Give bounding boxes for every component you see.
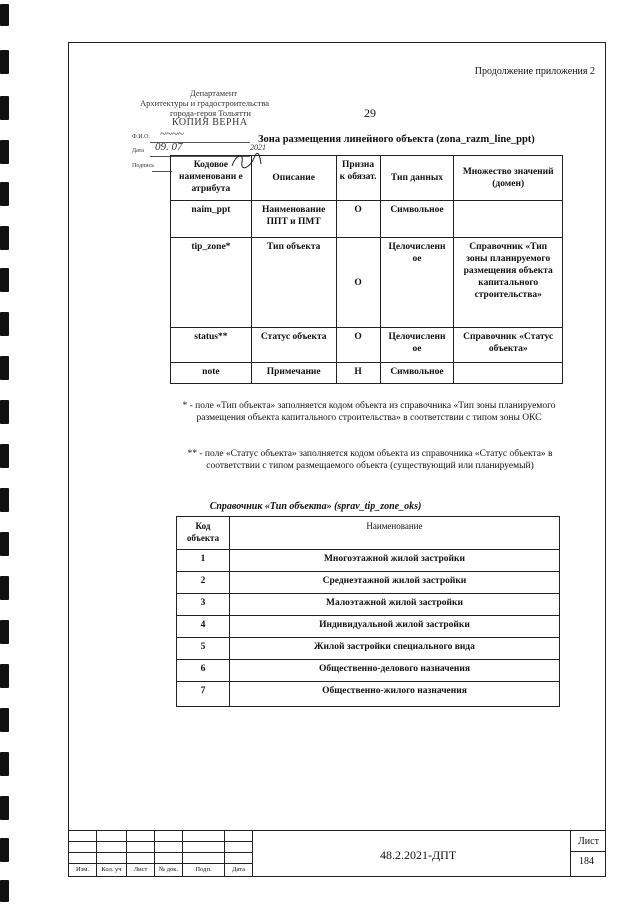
column-header: Кодовое наименовани е атрибута	[171, 156, 252, 201]
footnote-type: * - поле «Тип объекта» заполняется кодом объекта из справочника «Тип зоны планируемого размещения объекта капитального строительства» в соответствии с типом зоны ОКС	[182, 401, 556, 423]
binding-mark	[0, 96, 9, 120]
column-header: Наименование	[229, 517, 559, 550]
footnote-status: ** - поле «Статус объекта» заполняется кодом объекта из справочника «Статус объекта» в соответствии с типом размещаемого объекта (существующий или планируемый)	[187, 449, 553, 471]
document-code: 48.2.2021-ДПТ	[380, 848, 457, 862]
binding-mark	[0, 576, 9, 600]
name-cell: Многоэтажной жилой застройки	[229, 550, 559, 572]
table-row	[177, 550, 560, 572]
name-cell: Общественно-жилого назначения	[229, 682, 559, 707]
date-label: Дата	[132, 148, 144, 154]
table-cell: Тип объекта	[251, 238, 336, 328]
code-cell: 4	[177, 616, 230, 638]
binding-mark	[0, 664, 9, 688]
code-cell: 3	[177, 594, 230, 616]
name-cell: Индивидуальной жилой застройки	[229, 616, 559, 638]
table-row	[177, 638, 560, 660]
fio-label: Ф.И.О.	[132, 134, 150, 140]
table-row	[171, 201, 563, 238]
table-cell: Символьное	[380, 363, 454, 384]
table-cell: Справочник «Тип зоны планируемого размещения объекта капитального строительства»	[454, 238, 563, 328]
table-cell: Целочисленн ое	[380, 328, 454, 363]
binding-mark	[0, 752, 9, 776]
table-cell: Наименование ППТ и ПМТ	[251, 201, 336, 238]
binding-mark	[0, 140, 9, 164]
code-cell: 6	[177, 660, 230, 682]
reference-table	[176, 516, 560, 707]
binding-mark	[0, 268, 9, 292]
code-cell: 5	[177, 638, 230, 660]
code-cell: 1	[177, 550, 230, 572]
stamp-line: Архитектуры и градостроительства	[140, 98, 270, 108]
binding-mark	[0, 400, 9, 424]
table-header-row	[171, 156, 563, 201]
section-title: Зона размещения линейного объекта (zona_razm_line_ppt)	[258, 134, 535, 145]
column-header: Призна к обязат.	[336, 156, 380, 201]
table-cell: О	[336, 201, 380, 238]
tb-label: Дата	[225, 864, 253, 877]
date-value: 09. 07	[155, 141, 183, 153]
binding-mark	[0, 620, 9, 644]
name-cell: Общественно-делового назначения	[229, 660, 559, 682]
continuation-label: Продолжение приложения 2	[474, 66, 595, 77]
table-row	[177, 594, 560, 616]
table-row	[177, 682, 560, 707]
reference-title: Справочник «Тип объекта» (sprav_tip_zone_oks)	[209, 501, 422, 512]
table-row	[177, 616, 560, 638]
binding-mark	[0, 708, 9, 732]
tb-label: Лист	[127, 864, 155, 877]
table-cell: status**	[171, 328, 252, 363]
code-cell: 7	[177, 682, 230, 707]
binding-mark	[0, 532, 9, 556]
binding-mark	[0, 838, 9, 862]
stamp-copy-certified: КОПИЯ ВЕРНА	[172, 117, 248, 128]
sheet-label: Лист	[578, 836, 599, 847]
table-row	[171, 238, 563, 328]
table-row	[171, 363, 563, 384]
name-cell: Жилой застройки специального вида	[229, 638, 559, 660]
binding-mark	[0, 50, 9, 74]
table-cell	[454, 363, 563, 384]
table-cell: Символьное	[380, 201, 454, 238]
tb-label: Кол. уч	[97, 864, 127, 877]
title-block	[68, 830, 606, 877]
table-row	[177, 660, 560, 682]
table-header-row	[177, 517, 560, 550]
table-row	[177, 572, 560, 594]
tb-label: № док.	[155, 864, 183, 877]
binding-mark	[0, 182, 9, 206]
table-cell: note	[171, 363, 252, 384]
signature-label: Подпись	[132, 163, 155, 169]
binding-mark	[0, 796, 9, 820]
tb-label: Изм.	[69, 864, 97, 877]
handwritten-name: ~~~~	[160, 128, 184, 140]
table-cell: tip_zone*	[171, 238, 252, 328]
binding-mark	[0, 356, 9, 380]
tb-top-border	[68, 830, 606, 831]
table-cell: О	[336, 238, 380, 328]
sheet-divider	[570, 851, 606, 852]
table-cell: Целочисленн ое	[380, 238, 454, 328]
code-cell: 2	[177, 572, 230, 594]
column-header: Код объекта	[177, 517, 230, 550]
table-row	[171, 328, 563, 363]
table-cell: О	[336, 328, 380, 363]
column-header: Множество значений (домен)	[454, 156, 563, 201]
page-number: 29	[364, 106, 376, 120]
table-cell: Статус объекта	[251, 328, 336, 363]
stamp-line: Департамент	[190, 88, 238, 98]
title-block-grid	[68, 830, 253, 877]
attributes-table	[170, 155, 563, 384]
binding-mark	[0, 880, 9, 902]
stamp-line: города-героя Тольятти	[170, 108, 251, 118]
certification-stamp	[130, 88, 269, 128]
binding-mark	[0, 312, 9, 336]
table-cell: Справочник «Статус объекта»	[454, 328, 563, 363]
binding-mark	[0, 444, 9, 468]
table-cell: Н	[336, 363, 380, 384]
column-header: Тип данных	[380, 156, 454, 201]
title-block-labels	[69, 864, 253, 877]
binding-mark	[0, 4, 9, 26]
column-header: Описание	[251, 156, 336, 201]
name-cell: Малоэтажной жилой застройки	[229, 594, 559, 616]
year-value: 2021	[250, 143, 266, 152]
table-cell: Примечание	[251, 363, 336, 384]
tb-label: Подп.	[183, 864, 225, 877]
table-cell	[454, 201, 563, 238]
table-cell: naim_ppt	[171, 201, 252, 238]
sheet-number: 184	[579, 856, 594, 867]
signature-line	[152, 171, 172, 172]
binding-mark	[0, 226, 9, 250]
name-cell: Среднеэтажной жилой застройки	[229, 572, 559, 594]
